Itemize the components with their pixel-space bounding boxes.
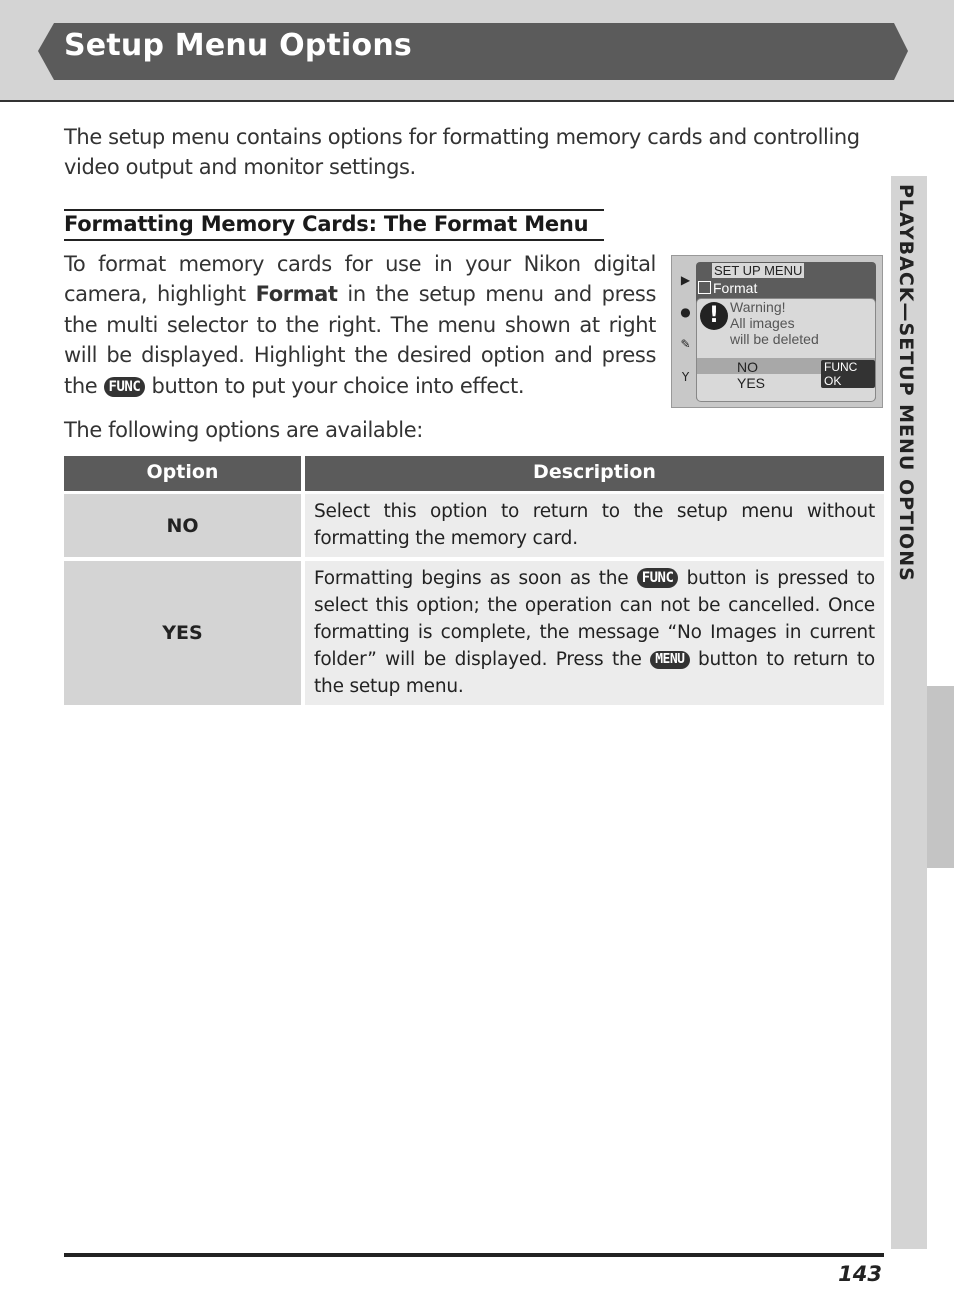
section-heading: Formatting Memory Cards: The Format Menu xyxy=(64,209,604,241)
row-no-description: Select this option to return to the setup menu without formatting the memory card. xyxy=(305,494,884,557)
yes-desc-2: button is pressed to select this option; the operation can not be cancelled. Once formatting is complete, the message “No Images in current folder” will be displayed. Press the xyxy=(314,568,875,670)
warning-line-1: Warning! xyxy=(730,299,786,315)
screen-option-no: NO xyxy=(737,359,758,375)
format-text-1: To format memory cards for use in your Nikon digital camera, highlight xyxy=(64,252,656,307)
row-yes-option: YES xyxy=(64,561,301,705)
format-text-3: button to put your choice into effect. xyxy=(145,373,525,398)
menu-button-icon: MENU xyxy=(650,651,689,669)
options-intro: The following options are available: xyxy=(64,418,423,442)
screen-menu-title: SET UP MENU xyxy=(714,263,803,278)
header-description: Description xyxy=(305,456,884,491)
warning-dialog xyxy=(696,298,876,402)
camera-screen xyxy=(671,255,883,408)
screen-option-yes: YES xyxy=(737,375,766,391)
wrench-icon: Y xyxy=(681,370,690,384)
playback-icon: ▶ xyxy=(680,273,691,287)
pencil-icon: ✎ xyxy=(680,337,691,351)
camera-icon: ● xyxy=(680,305,691,319)
screen-format-item xyxy=(698,280,757,296)
screen-format-label: Format xyxy=(713,280,758,296)
page-title: Setup Menu Options xyxy=(64,28,412,63)
row-no-option: NO xyxy=(64,494,301,557)
card-icon xyxy=(698,281,711,294)
func-button-icon: FUNC xyxy=(637,568,679,588)
warning-text xyxy=(730,299,819,347)
menu-strip xyxy=(672,256,696,407)
warning-icon: ! xyxy=(700,302,728,330)
warning-line-3: will be deleted xyxy=(730,331,819,347)
format-paragraph xyxy=(64,249,656,401)
page-number: 143 xyxy=(838,1262,882,1286)
header-option: Option xyxy=(64,456,301,491)
func-button-icon: FUNC xyxy=(104,377,146,397)
intro-paragraph: The setup menu contains options for formatting memory cards and controlling video output and monitor settings. xyxy=(64,125,860,179)
warning-line-2: All images xyxy=(730,315,795,331)
format-text-2: in the setup menu and press the multi selector to the right. The menu shown at right will be displayed. Highlight the desired option and press the xyxy=(64,282,656,398)
row-yes-description xyxy=(305,561,884,705)
side-tab-marker xyxy=(927,686,954,868)
func-ok-badge: FUNC OK xyxy=(821,360,875,388)
footer-rule xyxy=(64,1253,884,1257)
yes-desc-3: button to return to the setup menu. xyxy=(314,649,875,697)
format-bold: Format xyxy=(255,282,338,307)
yes-desc-1: Formatting begins as soon as the xyxy=(314,568,637,589)
side-tab-label: PLAYBACK—SETUP MENU OPTIONS xyxy=(895,184,917,582)
